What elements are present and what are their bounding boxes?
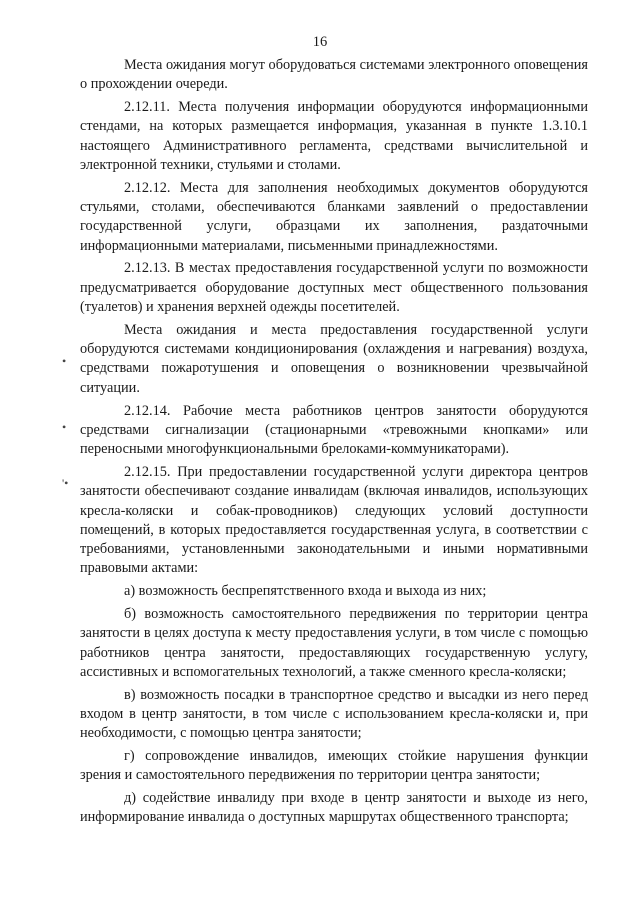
paragraph-waiting-notification: Места ожидания могут оборудоваться системами электронного оповещения о прохождении очереди. [80,57,588,93]
list-item-b: б) возможность самостоятельного передвижения по территории центра занятости в целях доступа к месту предоставления услуги, в том числе с помощью работников центра занятости, предоставляющих государственную услугу, ассистивных и вспомогательных технологий, а также сменного кресла-коляски; [80,606,588,680]
paragraph-2-12-13: 2.12.13. В местах предоставления государственной услуги по возможности предусматривается оборудование доступных мест общественного пользования (туалетов) и хранения верхней одежды посетителей. [80,260,588,316]
margin-mark: • [62,420,67,434]
paragraph-2-12-15: 2.12.15. При предоставлении государственной услуги директора центров занятости обеспечивают создание инвалидам (включая инвалидов, использующих кресла-коляски и собак-проводников) следующих условий доступности помещений, в которых предоставляется государственная услуга, в соответствии с требованиями, установленными законодательными и иными нормативными правовыми актами: [80,463,588,577]
margin-mark: '• [62,476,69,490]
list-item-v: в) возможность посадки в транспортное средство и высадки из него перед входом в центр занятости, в том числе с использованием кресла-коляски и, при необходимости, с помощью центра занятости; [80,686,588,742]
page-number: 16 [312,34,328,50]
body-text [80,56,588,831]
paragraph-2-12-12: 2.12.12. Места для заполнения необходимых документов оборудуются стульями, столами, обеспечиваются бланками заявлений о предоставлении государственной услуги, образцами их заполнения, раздаточными информационными материалами, письменными принадлежностями. [80,179,588,254]
margin-mark: • [62,354,67,368]
list-item-a: а) возможность беспрепятственного входа и выхода из них; [124,583,487,600]
paragraph-climate-fire: Места ожидания и места предоставления государственной услуги оборудуются системами кондиционирования (охлаждения и нагревания) воздуха, средствами пожаротушения и оповещения о возникновении чрезвычайной ситуации. [80,321,588,396]
paragraph-2-12-14: 2.12.14. Рабочие места работников центров занятости оборудуются средствами сигнализации (стационарными «тревожными кнопками» или переносными многофункциональными брелоками-коммуникаторами). [80,402,588,458]
list-item-g: г) сопровождение инвалидов, имеющих стойкие нарушения функции зрения и самостоятельного передвижения по территории центра занятости; [80,748,588,784]
list-item-d: д) содействие инвалиду при входе в центр занятости и выходе из него, информирование инвалида о доступных маршрутах общественного транспорта; [80,790,588,826]
paragraph-2-12-11: 2.12.11. Места получения информации оборудуются информационными стендами, на которых размещается информация, указанная в пункте 1.3.10.1 настоящего Административного регламента, средствами вычислительной и электронной техники, стульями и столами. [80,99,588,173]
